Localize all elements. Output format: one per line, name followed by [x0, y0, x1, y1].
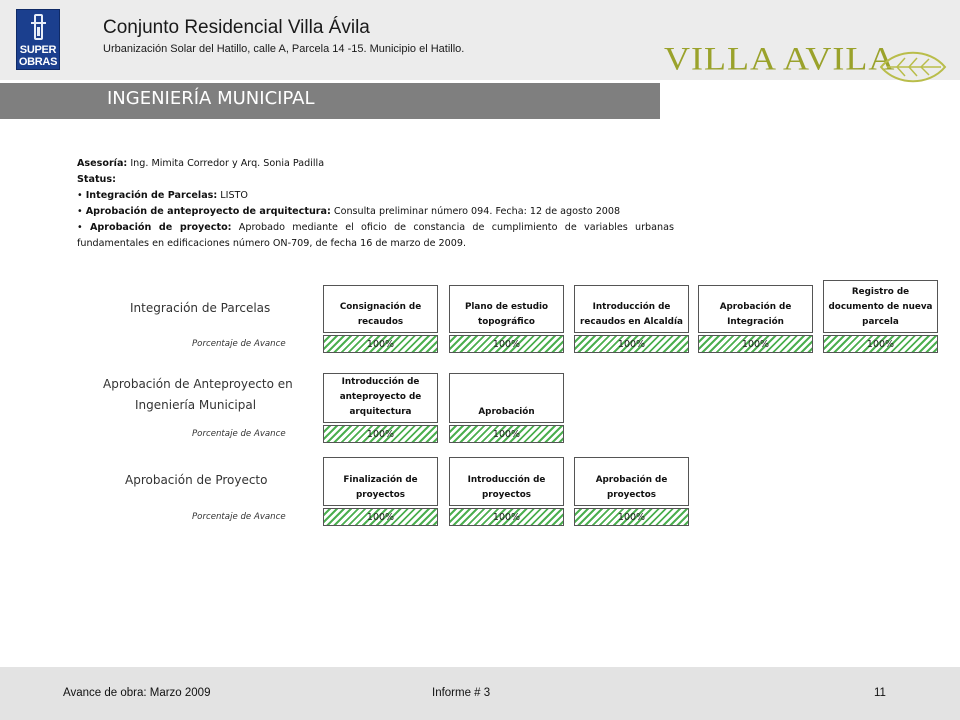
step-box: Introducción de proyectos — [449, 457, 564, 506]
row-label-integracion: Integración de Parcelas — [130, 301, 271, 315]
progress-bar: 100% — [449, 335, 564, 353]
progress-bar: 100% — [323, 425, 438, 443]
progress-bar: 100% — [823, 335, 938, 353]
progress-bar: 100% — [449, 425, 564, 443]
progress-bar: 100% — [449, 508, 564, 526]
section-title-bar — [0, 83, 660, 119]
bullet-item: • Aprobación de anteproyecto de arquitectura: Consulta preliminar número 094. Fecha: 12 de agosto 2008 — [77, 206, 621, 217]
step-box: Finalización de proyectos — [323, 457, 438, 506]
row-label-anteproyecto-line1: Aprobación de Anteproyecto en — [103, 377, 293, 391]
progress-label: Porcentaje de Avance — [192, 429, 286, 439]
step-box: Plano de estudio topográfico — [449, 285, 564, 333]
row-label-proyecto: Aprobación de Proyecto — [125, 473, 268, 487]
footer-report-number: Informe # 3 — [432, 687, 491, 699]
bullet-label: Integración de Parcelas: — [85, 190, 218, 201]
step-box: Aprobación de proyectos — [574, 457, 689, 506]
bullet-item: • Aprobación de proyecto: Aprobado mediante el oficio de constancia de cumplimiento de variables urbanas fundamentales en edificaciones número ON-709, de fecha 16 de marzo de 2009. — [77, 222, 674, 249]
step-box: Aprobación — [449, 373, 564, 423]
leaf-icon — [877, 50, 949, 84]
step-box: Introducción de anteproyecto de arquitectura — [323, 373, 438, 423]
bullet-label: Aprobación de proyecto: — [89, 222, 232, 233]
progress-bar: 100% — [574, 335, 689, 353]
step-box: Introducción de recaudos en Alcaldía — [574, 285, 689, 333]
progress-label: Porcentaje de Avance — [192, 512, 286, 522]
brand-wordmark: VILLA AVILA — [664, 40, 896, 77]
page-number: 11 — [874, 687, 886, 699]
progress-bar: 100% — [323, 335, 438, 353]
step-box: Registro de documento de nueva parcela — [823, 280, 938, 333]
status-line — [77, 172, 674, 188]
progress-label: Porcentaje de Avance — [192, 339, 286, 349]
footer-date: Avance de obra: Marzo 2009 — [63, 687, 211, 699]
document-title: Conjunto Residencial Villa Ávila — [103, 17, 370, 38]
progress-bar: 100% — [698, 335, 813, 353]
step-box: Consignación de recaudos — [323, 285, 438, 333]
status-label: Status: — [77, 174, 116, 185]
bullet-value: Consulta preliminar número 094. Fecha: 12 de agosto 2008 — [333, 206, 621, 217]
progress-bar: 100% — [574, 508, 689, 526]
step-box: Aprobación de Integración — [698, 285, 813, 333]
bullet-value: Aprobado mediante el oficio de constancia de cumplimiento de variables urbanas fundamentales en edificaciones número ON-709, de fecha 16 de marzo de 2009. — [77, 222, 674, 249]
asesoria-line — [77, 156, 674, 172]
bullet-item: • Integración de Parcelas: LISTO — [77, 190, 248, 201]
bullet-value: LISTO — [220, 190, 248, 201]
section-title: INGENIERÍA MUNICIPAL — [107, 88, 315, 109]
villa-avila-logo — [662, 38, 952, 90]
logo-text-line2: OBRAS — [18, 56, 58, 68]
super-obras-logo — [16, 9, 60, 70]
progress-bar: 100% — [323, 508, 438, 526]
asesoria-label: Asesoría: — [77, 158, 128, 169]
tower-icon — [34, 14, 43, 40]
row-label-anteproyecto-line2: Ingeniería Municipal — [135, 398, 257, 412]
bullet-label: Aprobación de anteproyecto de arquitectura: — [85, 206, 331, 217]
status-info — [77, 156, 674, 252]
document-subtitle: Urbanización Solar del Hatillo, calle A, Parcela 14 -15. Municipio el Hatillo. — [103, 43, 465, 55]
logo-text-line1: SUPER — [19, 44, 57, 56]
asesoria-value: Ing. Mimita Corredor y Arq. Sonia Padilla — [130, 158, 325, 169]
